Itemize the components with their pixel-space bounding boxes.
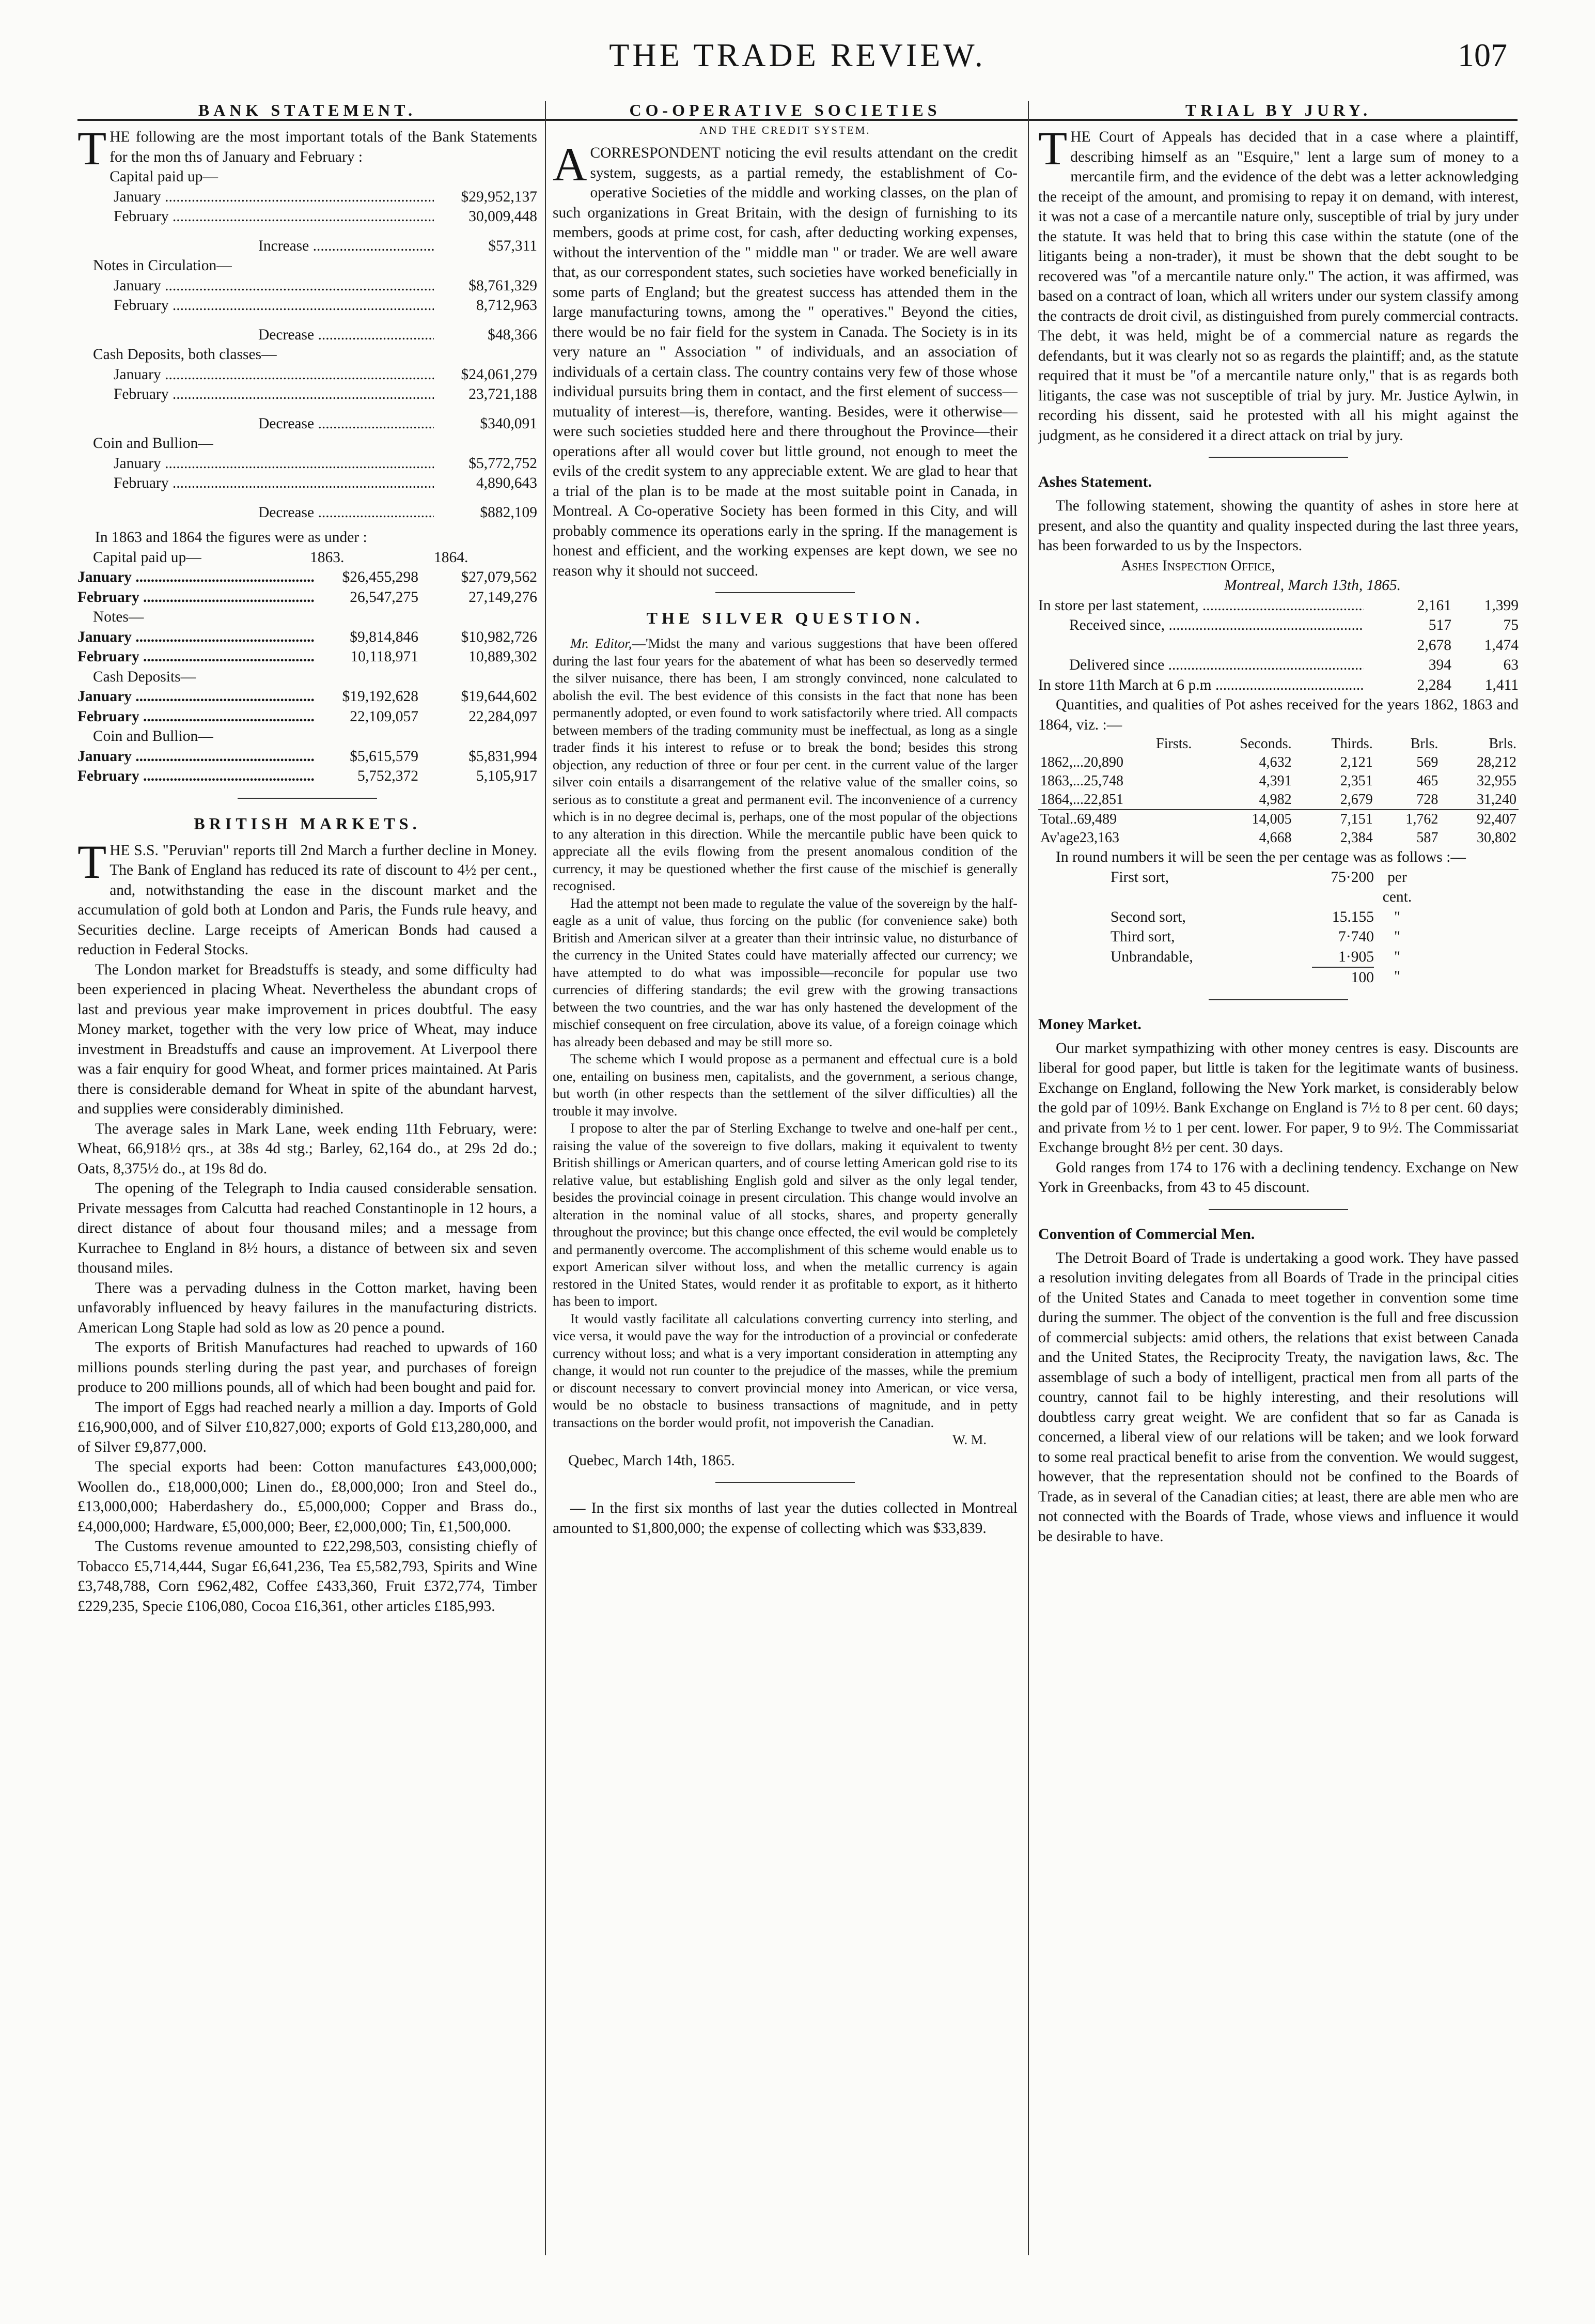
article-heading: TRIAL BY JURY. — [1185, 101, 1372, 119]
percentage-list — [1038, 867, 1519, 967]
column-header: Thirds. — [1331, 736, 1373, 752]
table-cell: 32,955 — [1477, 773, 1516, 789]
article-paragraph: It would vastly facilitate all calculations converting currency into sterling, and vice versa, it would pave the way for the introduction of a provincial or confederate currency without loss; and what is a very important consideration in attempting any change, it would not run counter to the prejudice of the masses, while the premium or discount necessary to convert provincial money into American, or vice versa, would be no obstacle to business transactions of magnitude, and in petty transactions on the border would profit, not impoverish the Canadian. — [553, 1310, 1018, 1430]
section-divider — [715, 592, 855, 593]
table-cell: 2,679 — [1340, 792, 1373, 808]
drop-cap: T — [77, 122, 107, 175]
percentage-row: Second sort, 15.155 " — [1111, 908, 1401, 925]
comparison-section-title: Cash Deposits— — [93, 668, 196, 685]
table-cell: 587 — [1416, 830, 1438, 846]
table-cell: 4,982 — [1259, 792, 1292, 808]
store-row: Delivered since ..... 394 63 — [1038, 655, 1519, 675]
british-markets-article — [77, 814, 537, 1617]
table-cell: 1863,...25,748 — [1040, 773, 1123, 789]
column-header — [1038, 735, 1053, 753]
article-paragraph: Our market sympathizing with other money centres is easy. Discounts are liberal for good paper, but little is taken for the legitimate wants of business. Exchange on England, following the New York market, is considerably below the gold par of 109½. Bank Exchange on England is 7½ to 8 per cent. 60 days; and private from ½ to 1 per cent. lower. For paper, 9 to 9½. The Commissariat Exchange brought 8½ per cent. 30 days. — [1038, 1040, 1519, 1156]
table-cell: 465 — [1416, 773, 1438, 789]
signature: W. M. — [952, 1432, 987, 1447]
page-number: 107 — [1458, 37, 1507, 73]
article-heading: Money Market. — [1038, 1015, 1141, 1033]
article-paragraph: I propose to alter the par of Sterling Exchange to twelve and one-half per cent., raising the value of the sovereign to five dollars, making it equivalent to twenty British shillings or American quarters, and of course letting American gold rise to its relative value, but establishing English gold and silver as the only legal tender, besides the provincial coinage in present circulation. This change would involve an alteration in the nominal value of all stocks, shares, and property generally throughout the province; but this change once effected, the evil would be completely and permanently overcome. The accomplishment of this scheme would enable us to export American silver without loss, and when the metallic currency is again restored in the United States, would render it as profitable to export, as it hitherto has been to import. — [553, 1120, 1018, 1309]
table-cell: 4,391 — [1259, 773, 1292, 789]
table-cell: 30,802 — [1477, 830, 1516, 846]
article-paragraph: The Customs revenue amounted to £22,298,503, consisting chiefly of Tobacco £5,714,444, Sugar £6,641,236, Tea £5,582,793, Spirits and Wine £3,748,788, Corn £962,482, Coffee £433,360, Fruit £372,774, Timber £229,235, Specie £106,080, Cocoa £16,361, other articles £185,993. — [77, 1538, 537, 1615]
comparison-section-title: Notes— — [93, 609, 144, 625]
convention-article — [1038, 1226, 1519, 1547]
co-operative-article — [553, 101, 1018, 581]
ashes-quantity-table — [1038, 735, 1519, 847]
table-cell: 2,351 — [1340, 773, 1373, 789]
section-title: Capital paid up— — [110, 168, 218, 185]
ledger-row: February ..... 23,721,188 — [77, 384, 537, 405]
article-paragraph: Gold ranges from 174 to 176 with a declining tendency. Exchange on New York in Greenbacks, from 43 to 45 discount. — [1038, 1159, 1519, 1196]
article-paragraph: The import of Eggs had reached nearly a million a day. Imports of Gold £16,900,000, and of Silver £10,827,000; exports of Gold £13,280,000, and of Silver £9,877,000. — [77, 1399, 537, 1455]
percentage-row: Third sort, 7·740 " — [1111, 928, 1401, 945]
article-heading: THE SILVER QUESTION. — [646, 609, 924, 627]
article-text: The following statement, showing the quantity of ashes in store here at present, and also the quantity and quality inspected during the last three years, has been forwarded to us by the Inspectors. — [1038, 498, 1519, 554]
ledger-row: January ..... $29,952,137 — [77, 187, 537, 207]
section-divider — [1209, 1209, 1348, 1210]
table-row — [1038, 772, 1519, 791]
table-cell: 569 — [1416, 754, 1438, 770]
article-text: In round numbers it will be seen the per centage was as follows :— — [1056, 849, 1466, 865]
article-paragraph: —'Midst the many and various suggestions that have been offered during the last four years for the abatement of what has been so deservedly termed the silver nuisance, there has been, I am strongly convinced, none calculated to abolish the evil. The best evidence of this consists in the fact that none has been permanently adopted, or even found to work satisfactorily where tried. All compacts between members of the trading community must be ineffectual, as long as a single trader finds it his interest to refuse or to break the bond; besides this strong objection, any reduction of three or four per cent. in the current value of the larger silver coin entails a disarrangement of the relative value of the smaller coins, so serious as to constitute a great and permanent evil. The inconvenience of a currency which is in no degree decimal is, perhaps, one of the most popular of the objections to any alteration in this direction. While the mercantile public have been quick to appreciate all the evils flowing from the present anomalous condition of the currency, it may be questioned whether the first cause of the mischief is generally recognised. — [553, 636, 1018, 893]
table-cell: 728 — [1416, 792, 1438, 808]
article-heading: Ashes Statement. — [1038, 473, 1152, 490]
column-header: Firsts. — [1156, 736, 1192, 752]
section-divider — [1209, 457, 1348, 458]
table-header-row — [1038, 735, 1519, 753]
article-heading: BRITISH MARKETS. — [194, 814, 421, 833]
trial-by-jury-article — [1038, 101, 1519, 445]
ledger-row: January ..... $5,772,752 — [77, 454, 537, 474]
ledger-row: February ..... 4,890,643 — [77, 473, 537, 493]
table-cell: 1864,...22,851 — [1040, 792, 1123, 808]
column-3 — [1038, 101, 1519, 1546]
duties-note: — In the first six months of last year the duties collected in Montreal amounted to $1,800,000; the expense of collecting which was $33,839. — [553, 1500, 1018, 1537]
running-head — [0, 36, 1595, 93]
comparison-section-title: Coin and Bullion— — [93, 728, 213, 745]
article-paragraph: Had the attempt not been made to regulate the value of the sovereign by the half-eagle as a unit of value, thus forcing on the public (for convenience sake) both British and American silver at a greater than their intrinsic value, no disturbance of the currency in the United States could have materially affected our currency; we have attempted to do what was impossible—reconcile for popular use two currencies of differing standards; the evil grew with the growing transactions between the two countries, and the war has only hastened the development of the mischief consequent on free circulation, above its value, of a foreign coinage which has already been debased and may be still more so. — [553, 895, 1018, 1049]
article-text: CORRESPONDENT noticing the evil results attendant on the credit system, suggests, as a partial remedy, the establishment of Co-operative Societies of the middle and working classes, on the plan of such organizations in Great Britain, with the design of furnishing to its members, goods at prime cost, for cash, after deducting working expenses, without the intervention of the " middle man " or trader. We are well aware that, as our correspondent states, such societies have worked beneficially in some parts of England; but the greatest success has attended them in the large manufacturing towns, among the " operatives." Beyond the cities, there would be no fair field for the system in Canada. The Society is in its very nature an " Association " of individuals, and an association of individuals of a certain class. The country contains very few of those whose individual pursuits bring them in contact, and the first element of success—mutuality of interest—is, therefore, wanting. Besides, were it otherwise—were such societies studded here and there throughout the Province—their operations after all would cover but little ground, not enough to meet the evils of the credit system to any appreciable extent. We are glad to hear that a trial of the plan is to be made at the most suitable point in Canada, in Montreal. A Co-operative Society has been formed in this City, and will probably commence its operations early in the spring. If the management is honest and efficient, and the working expenses are kept down, we see no reason why it should not succeed. — [553, 145, 1018, 579]
drop-cap: A — [553, 138, 587, 191]
comparison-intro: In 1863 and 1864 the figures were as under : — [95, 529, 367, 546]
article-paragraph: HE S.S. "Peruvian" reports till 2nd March a further decline in Money. The Bank of England has reduced its rate of discount to 4½ per cent., and, notwithstanding the ease in the discount market and the accumulation of gold both at London and Paris, the Funds rule heavy, and Securities decline. Large receipts of American Bonds had caused a reduction in Federal Stocks. — [77, 842, 537, 958]
article-paragraph: The scheme which I would propose as a permanent and effectual cure is a bold one, entailing on business men, capitalists, and the government, a serious change, but worth (in other respects than the settlement of the silver difficulties) all the trouble it may involve. — [553, 1051, 1018, 1119]
article-text: Quantities, and qualities of Pot ashes received for the years 1862, 1863 and 1864, viz. :— — [1038, 696, 1519, 733]
office-name: Ashes Inspection Office, — [1121, 557, 1275, 574]
table-cell: 4,632 — [1259, 754, 1292, 770]
article-paragraph: There was a pervading dulness in the Cotton market, having been unfavorably influenced by heavy failures in the manufacturing districts. American Long Staple had sold as low as 20 pence a pound. — [77, 1279, 537, 1336]
article-subheading: AND THE CREDIT SYSTEM. — [699, 124, 871, 136]
bank-statement-article — [77, 101, 537, 786]
store-row: Received since, ..... 517 75 — [1038, 615, 1519, 636]
section-divider — [1209, 999, 1348, 1000]
table-cell: 2,121 — [1340, 754, 1373, 770]
section-divider — [238, 798, 377, 799]
comparison-row: January ..... $5,615,579 $5,831,994 — [77, 747, 537, 767]
article-paragraph: The average sales in Mark Lane, week ending 11th February, were: Wheat, 66,918½ qrs., at 38s 4d stg.; Barley, 62,164 do., at 29s 2d do.; Oats, 8,375½ do., at 19s 8d do. — [77, 1120, 537, 1177]
table-cell: 28,212 — [1477, 754, 1516, 770]
column-divider — [1028, 101, 1029, 2255]
column-header: Brls. — [1489, 736, 1516, 752]
table-cell: 92,407 — [1440, 810, 1519, 829]
section-divider — [715, 1482, 855, 1483]
article-text: HE Court of Appeals has decided that in a case where a plaintiff, describing himself as an "Esquire," lent a large sum of money to a mercantile firm, and the evidence of the debt was a letter acknowledging the receipt of the amount, and promising to repay it on demand, with interest, it was not a case of a mercantile nature only, susceptible of trial by jury under the statute. It was held that to bring this case within the statute (one of the litigants being a non-trader), it must be shown that the debt sought to be recovered was "of a mercantile nature only." The action, it was affirmed, was based on a contract of loan, which all writers under our system classify among the contracts de droit civil, as distinguished from purely commercial contracts. The debt, it was held, might be of a commercial nature as regards the defendants, but it was clearly not so as regards the plaintiff; and, as the statute required that it must be "of a mercantile nature only," that is as regards both litigants, the case was not susceptible of trial by jury. Mr. Justice Aylwin, in recording his dissent, said he protested with all his might against the judgment, as he considered it a direct attack on trial by jury. — [1038, 129, 1519, 444]
ledger-row: January ..... $8,761,329 — [77, 276, 537, 296]
article-paragraph: The London market for Breadstuffs is steady, and some difficulty had been experienced in placing Wheat. Nevertheless the abundant crops of last and previous year make improvement in prices doubtful. The easy Money market, together with the very low price of Wheat, may induce investment in Breadstuffs and cause an improvement. At Liverpool there was a fair enquiry for good Wheat, and former prices maintained. At Paris there is considerable demand for Wheat in spite of the abundant harvest, and supplies were considerably diminished. — [77, 961, 537, 1117]
store-row: 2,678 1,474 — [1417, 637, 1519, 654]
percentage-total: 100 " — [1038, 967, 1519, 988]
table-cell: Av'age23,163 — [1040, 830, 1120, 846]
ledger-row: February ..... 8,712,963 — [77, 296, 537, 316]
comparison-row: February ..... 5,752,372 5,105,917 — [77, 766, 537, 786]
ledger-row: Decrease ..... $882,109 — [77, 503, 537, 523]
ledger-row: Increase ..... $57,311 — [77, 236, 537, 256]
ledger-row: Decrease ..... $340,091 — [77, 414, 537, 434]
comparison-row: January ..... $19,192,628 $19,644,602 — [77, 687, 537, 707]
comparison-row: January ..... $26,455,298 $27,079,562 — [77, 567, 537, 587]
drop-cap: T — [1038, 122, 1068, 175]
money-market-article — [1038, 1016, 1519, 1198]
column-2 — [553, 101, 1018, 1538]
ledger-row: January ..... $24,061,279 — [77, 365, 537, 385]
table-row — [1038, 829, 1519, 847]
table-row — [1038, 791, 1519, 810]
column-1 — [77, 101, 537, 1616]
table-cell: 1862,...20,890 — [1040, 754, 1123, 770]
column-header: Seconds. — [1240, 736, 1292, 752]
table-cell: 14,005 — [1194, 810, 1293, 829]
salutation: Mr. Editor, — [570, 636, 632, 651]
table-row — [1038, 753, 1519, 772]
dateline: Montreal, March 13th, 1865. — [1224, 577, 1401, 594]
table-cell: 31,240 — [1477, 792, 1516, 808]
percentage-row: First sort, 75·200 per cent. — [1111, 869, 1412, 905]
store-row: In store per last statement, ..... 2,161 1,399 — [1038, 596, 1519, 616]
article-paragraph: The special exports had been: Cotton manufactures £43,000,000; Woollen do., £18,000,000; Linen do., £8,000,000; Iron and Steel do., £13,000,000; Haberdashery do., £5,000,000; Copper and Brass do., £4,000,000; Hardware, £5,000,000; Beer, £2,000,000; Tin, £1,500,000. — [77, 1459, 537, 1535]
comparison-row: February ..... 22,109,057 22,284,097 — [77, 707, 537, 727]
page-title: THE TRADE REVIEW. — [609, 37, 986, 73]
column-header: Brls. — [1410, 736, 1438, 752]
table-cell: 4,668 — [1259, 830, 1292, 846]
drop-cap: T — [77, 835, 107, 888]
article-paragraph: The opening of the Telegraph to India caused considerable sensation. Private messages from Calcutta had reached Constantinople in 12 hours, a direct distance of about four thousand miles; and a message from Kurrachee to England in 8½ hours, a distance of between six and seven thousand miles. — [77, 1180, 537, 1276]
comparison-row: February ..... 10,118,971 10,889,302 — [77, 647, 537, 667]
article-text: The Detroit Board of Trade is undertaking a good work. They have passed a resolution inviting delegates from all Boards of Trade in the principal cities of the United States and Canada to meet together in convention some time during the summer. The object of the convention is the full and free discussion of commercial subjects: amid others, the relations that exist between Canada and the United States, the Reciprocity Treaty, the navigation laws, &c. The assemblage of such a body of intelligent, practical men from all parts of the country, cannot fail to be highly interesting, and their resolutions will doubtless carry great weight. We are confident that so far as Canada is concerned, a liberal view of our relations will be taken; and we look forward to some real practical benefit to arise from the convention. We would suggest, however, that the representation should not be confined to the Boards of Trade, as in several of the Canadian cities; at least, there are able men who are not connected with the Boards of Trade, whose views and influence it would be desirable to have. — [1038, 1249, 1519, 1545]
comparison-row: February ..... 26,547,275 27,149,276 — [77, 587, 537, 608]
comparison-header: Capital paid up— 1863. 1864. — [93, 549, 468, 566]
article-paragraph: The exports of British Manufactures had reached to upwards of 160 millions pounds sterling during the past year, and purchases of foreign produce to 200 millions pounds, all of which had been bought and paid for. — [77, 1339, 537, 1396]
silver-question-article — [553, 609, 1018, 1470]
section-title: Cash Deposits, both classes— — [93, 346, 277, 363]
table-cell: 2,384 — [1340, 830, 1373, 846]
article-heading: CO-OPERATIVE SOCIETIES — [629, 101, 941, 119]
table-cell: 1,762 — [1375, 810, 1441, 829]
comparison-table — [77, 567, 537, 786]
column-divider — [545, 101, 546, 2255]
article-heading: Convention of Commercial Men. — [1038, 1225, 1255, 1243]
article-heading: BANK STATEMENT. — [198, 101, 417, 119]
table-row — [1038, 810, 1519, 829]
table-cell: Total..69,489 — [1038, 810, 1194, 829]
store-row: In store 11th March at 6 p.m ..... 2,284 1,411 — [1038, 675, 1519, 695]
comparison-row: January ..... $9,814,846 $10,982,726 — [77, 627, 537, 647]
article-text: HE following are the most important totals of the Bank Statements for the mon ths of January and February : — [110, 129, 537, 165]
dateline: Quebec, March 14th, 1865. — [568, 1452, 735, 1469]
ledger-row: February ..... 30,009,448 — [77, 207, 537, 227]
ledger-row: Decrease ..... $48,366 — [77, 325, 537, 345]
table-cell: 7,151 — [1294, 810, 1375, 829]
ashes-statement-article — [1038, 473, 1519, 988]
store-statement — [1038, 596, 1519, 695]
percentage-row: Unbrandable, 1·905 " — [1111, 948, 1401, 965]
section-title: Notes in Circulation— — [93, 257, 232, 274]
section-title: Coin and Bullion— — [93, 435, 213, 452]
